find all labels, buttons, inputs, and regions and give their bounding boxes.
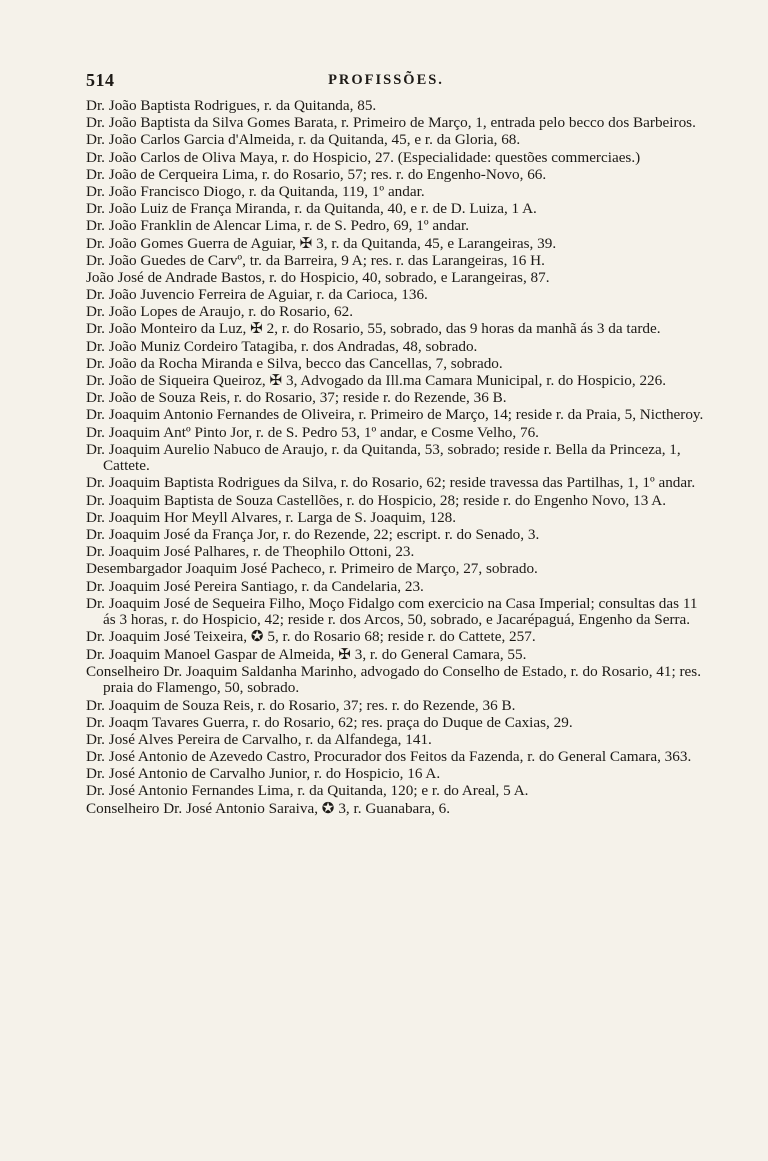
directory-entry: Dr. João Franklin de Alencar Lima, r. de S. Pedro, 69, 1º andar. (86, 217, 470, 235)
directory-entry: Conselheiro Dr. Joaquim Saldanha Marinho, advogado do Conselho de Estado, r. do Rosario, 41; res. praia do Flamengo, 50, sobrado. (86, 662, 702, 697)
directory-entry: Dr. João Luiz de França Miranda, r. da Quitanda, 40, e r. de D. Luiza, 1 A. (86, 200, 537, 218)
directory-entry: João José de Andrade Bastos, r. do Hospicio, 40, sobrado, e Larangeiras, 87. (86, 268, 550, 286)
directory-entry: Dr. Joaquim José Palhares, r. de Theophilo Ottoni, 23. (86, 543, 415, 561)
directory-entry: Dr. Joaquim Aurelio Nabuco de Araujo, r. da Quitanda, 53, sobrado; reside r. Bella da Princeza, 1, Cattete. (86, 440, 681, 475)
directory-entry: Dr. João Muniz Cordeiro Tatagiba, r. dos Andradas, 48, sobrado. (86, 337, 478, 355)
directory-entry: Dr. Joaquim Manoel Gaspar de Almeida, ✠ 3, r. do General Camara, 55. (86, 645, 527, 663)
directory-entry: Dr. José Alves Pereira de Carvalho, r. da Alfandega, 141. (86, 730, 432, 748)
directory-entry: Dr. Joaquim Baptista Rodrigues da Silva, r. do Rosario, 62; reside travessa das Partilhas, 1, 1º andar. (86, 474, 696, 492)
directory-entries (86, 98, 704, 818)
directory-entry: Dr. João Guedes de Carvº, tr. da Barreira, 9 A; res. r. das Larangeiras, 16 H. (86, 251, 545, 269)
directory-entry: Dr. Joaquim José de Sequeira Filho, Moço Fidalgo com exercicio na Casa Imperial; consultas das 11 ás 3 horas, r. do Hospicio, 42; reside r. dos Arcos, 50, sobrado, e Jacarépaguá, Engenho da Serra. (86, 594, 698, 629)
directory-entry: Dr. José Antonio de Carvalho Junior, r. do Hospicio, 16 A. (86, 765, 441, 783)
directory-entry: Dr. João Carlos de Oliva Maya, r. do Hospicio, 27. (Especialidade: questões commerciaes.) (86, 148, 641, 166)
directory-entry: Dr. Joaqm Tavares Guerra, r. do Rosario, 62; res. praça do Duque de Caxias, 29. (86, 713, 573, 731)
directory-entry: Dr. João de Siqueira Queiroz, ✠ 3, Advogado da Ill.ma Camara Municipal, r. do Hospicio, 226. (86, 372, 667, 389)
running-head: PROFISSÕES. (328, 72, 444, 88)
directory-entry: Dr. Joaquim José da França Jor, r. do Rezende, 22; escript. r. do Senado, 3. (86, 526, 540, 543)
directory-entry: Dr. João Monteiro da Luz, ✠ 2, r. do Rosario, 55, sobrado, das 9 horas da manhã ás 3 da tarde. (86, 320, 661, 338)
directory-entry: Dr. João da Rocha Miranda e Silva, becco das Cancellas, 7, sobrado. (86, 354, 503, 372)
directory-entry: Dr. João de Cerqueira Lima, r. do Rosario, 57; res. r. do Engenho-Novo, 66. (86, 165, 547, 183)
directory-entry: Dr. Joaquim José Teixeira, ✪ 5, r. do Rosario 68; reside r. do Cattete, 257. (86, 628, 536, 646)
page-number: 514 (86, 70, 115, 90)
directory-entry: Dr. João Juvencio Ferreira de Aguiar, r. da Carioca, 136. (86, 286, 428, 304)
directory-entry: Dr. João Francisco Diogo, r. da Quitanda, 119, 1º andar. (86, 182, 425, 200)
directory-entry: Dr. João Baptista Rodrigues, r. da Quitanda, 85. (86, 97, 377, 114)
directory-entry: Conselheiro Dr. José Antonio Saraiva, ✪ 3, r. Guanabara, 6. (86, 799, 451, 817)
directory-entry: Dr. Joaquim José Pereira Santiago, r. da Candelaria, 23. (86, 577, 424, 595)
directory-entry: Dr. João Lopes de Araujo, r. do Rosario, 62. (86, 303, 354, 321)
directory-entry: Desembargador Joaquim José Pacheco, r. Primeiro de Março, 27, sobrado. (86, 560, 538, 578)
directory-entry: Dr. Joaquim Antº Pinto Jor, r. de S. Pedro 53, 1º andar, e Cosme Velho, 76. (86, 423, 539, 441)
directory-entry: Dr. José Antonio de Azevedo Castro, Procurador dos Feitos da Fazenda, r. do General Camara, 363. (86, 748, 692, 766)
page-header (86, 70, 686, 98)
directory-entry: Dr. Joaquim Antonio Fernandes de Oliveira, r. Primeiro de Março, 14; reside r. da Praia, 5, Nictheroy. (86, 406, 704, 424)
directory-entry: Dr. Joaquim Hor Meyll Alvares, r. Larga de S. Joaquim, 128. (86, 508, 457, 526)
directory-entry: Dr. João de Souza Reis, r. do Rosario, 37; reside r. do Rezende, 36 B. (86, 389, 507, 407)
directory-entry: Dr. Joaquim Baptista de Souza Castellões, r. do Hospicio, 28; reside r. do Engenho Novo, 13 A. (86, 491, 667, 509)
directory-entry: Dr. Joaquim de Souza Reis, r. do Rosario, 37; res. r. do Rezende, 36 B. (86, 696, 516, 714)
directory-entry: Dr. João Baptista da Silva Gomes Barata, r. Primeiro de Março, 1, entrada pelo becco dos Barbeiros. (86, 114, 696, 132)
directory-entry: Dr. João Gomes Guerra de Aguiar, ✠ 3, r. da Quitanda, 45, e Larangeiras, 39. (86, 234, 557, 252)
directory-entry: Dr. José Antonio Fernandes Lima, r. da Quitanda, 120; e r. do Areal, 5 A. (86, 782, 529, 800)
directory-entry: Dr. João Carlos Garcia d'Almeida, r. da Quitanda, 45, e r. da Gloria, 68. (86, 131, 521, 149)
